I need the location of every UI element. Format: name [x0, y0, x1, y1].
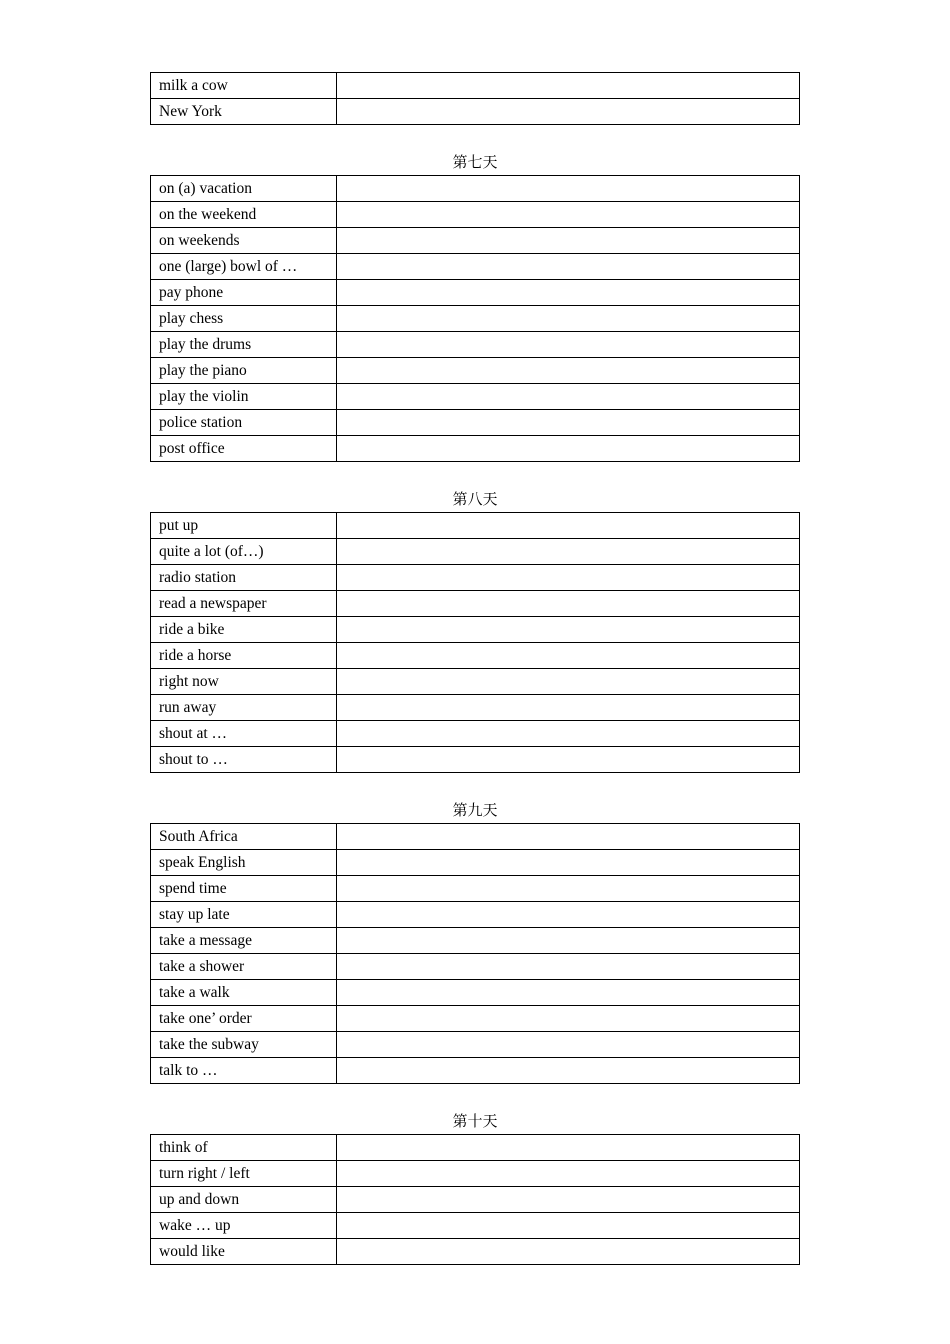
phrase-cell: take a message	[151, 928, 337, 954]
table-row	[151, 876, 800, 902]
answer-blank-cell[interactable]	[337, 695, 800, 721]
phrase-cell: shout to …	[151, 747, 337, 773]
answer-blank-cell[interactable]	[337, 1161, 800, 1187]
day-title: 第十天	[452, 1112, 498, 1130]
answer-blank-cell[interactable]	[337, 747, 800, 773]
phrase-cell: South Africa	[151, 824, 337, 850]
table-row	[151, 1239, 800, 1265]
vocab-table	[150, 823, 800, 1084]
answer-blank-cell[interactable]	[337, 254, 800, 280]
table-row	[151, 824, 800, 850]
phrase-cell: put up	[151, 513, 337, 539]
phrase-cell: shout at …	[151, 721, 337, 747]
answer-blank-cell[interactable]	[337, 306, 800, 332]
answer-blank-cell[interactable]	[337, 954, 800, 980]
table-row	[151, 695, 800, 721]
phrase-cell: radio station	[151, 565, 337, 591]
phrase-cell: milk a cow	[151, 73, 337, 99]
answer-blank-cell[interactable]	[337, 410, 800, 436]
answer-blank-cell[interactable]	[337, 280, 800, 306]
table-row	[151, 306, 800, 332]
table-row	[151, 254, 800, 280]
table-row	[151, 73, 800, 99]
table-row	[151, 280, 800, 306]
day-section	[150, 486, 800, 773]
answer-blank-cell[interactable]	[337, 332, 800, 358]
table-row	[151, 1213, 800, 1239]
day-title: 第七天	[452, 153, 498, 171]
day-section	[150, 149, 800, 462]
answer-blank-cell[interactable]	[337, 928, 800, 954]
phrase-cell: post office	[151, 436, 337, 462]
answer-blank-cell[interactable]	[337, 591, 800, 617]
answer-blank-cell[interactable]	[337, 980, 800, 1006]
phrase-cell: wake … up	[151, 1213, 337, 1239]
phrase-cell: quite a lot (of…)	[151, 539, 337, 565]
answer-blank-cell[interactable]	[337, 669, 800, 695]
table-row	[151, 747, 800, 773]
day-section	[150, 797, 800, 1084]
table-row	[151, 436, 800, 462]
phrase-cell: run away	[151, 695, 337, 721]
table-row	[151, 980, 800, 1006]
answer-blank-cell[interactable]	[337, 1006, 800, 1032]
table-row	[151, 332, 800, 358]
phrase-cell: speak English	[151, 850, 337, 876]
answer-blank-cell[interactable]	[337, 1187, 800, 1213]
answer-blank-cell[interactable]	[337, 617, 800, 643]
table-row	[151, 591, 800, 617]
table-row	[151, 928, 800, 954]
answer-blank-cell[interactable]	[337, 1032, 800, 1058]
answer-blank-cell[interactable]	[337, 228, 800, 254]
table-row	[151, 384, 800, 410]
phrase-cell: play the piano	[151, 358, 337, 384]
vocab-table	[150, 512, 800, 773]
answer-blank-cell[interactable]	[337, 565, 800, 591]
phrase-cell: up and down	[151, 1187, 337, 1213]
phrase-cell: play the drums	[151, 332, 337, 358]
table-row	[151, 721, 800, 747]
table-row	[151, 176, 800, 202]
answer-blank-cell[interactable]	[337, 1213, 800, 1239]
table-row	[151, 1006, 800, 1032]
answer-blank-cell[interactable]	[337, 539, 800, 565]
answer-blank-cell[interactable]	[337, 643, 800, 669]
phrase-cell: ride a bike	[151, 617, 337, 643]
phrase-cell: right now	[151, 669, 337, 695]
answer-blank-cell[interactable]	[337, 850, 800, 876]
vocabulary-worksheet	[150, 72, 800, 1265]
phrase-cell: play chess	[151, 306, 337, 332]
day-section	[150, 1108, 800, 1265]
answer-blank-cell[interactable]	[337, 202, 800, 228]
table-row	[151, 539, 800, 565]
phrase-cell: read a newspaper	[151, 591, 337, 617]
phrase-cell: on weekends	[151, 228, 337, 254]
answer-blank-cell[interactable]	[337, 99, 800, 125]
phrase-cell: take one’ order	[151, 1006, 337, 1032]
phrase-cell: would like	[151, 1239, 337, 1265]
phrase-cell: turn right / left	[151, 1161, 337, 1187]
day-title: 第九天	[452, 801, 498, 819]
table-row	[151, 1187, 800, 1213]
answer-blank-cell[interactable]	[337, 358, 800, 384]
answer-blank-cell[interactable]	[337, 176, 800, 202]
vocab-table	[150, 175, 800, 462]
answer-blank-cell[interactable]	[337, 876, 800, 902]
phrase-cell: take a shower	[151, 954, 337, 980]
table-row	[151, 228, 800, 254]
phrase-cell: stay up late	[151, 902, 337, 928]
phrase-cell: pay phone	[151, 280, 337, 306]
day-title: 第八天	[452, 490, 498, 508]
vocab-table	[150, 1134, 800, 1265]
phrase-cell: on the weekend	[151, 202, 337, 228]
table-row	[151, 902, 800, 928]
phrase-cell: New York	[151, 99, 337, 125]
table-row	[151, 617, 800, 643]
table-row	[151, 202, 800, 228]
answer-blank-cell[interactable]	[337, 384, 800, 410]
table-row	[151, 669, 800, 695]
phrase-cell: police station	[151, 410, 337, 436]
phrase-cell: on (a) vacation	[151, 176, 337, 202]
table-row	[151, 1058, 800, 1084]
answer-blank-cell[interactable]	[337, 513, 800, 539]
answer-blank-cell[interactable]	[337, 1135, 800, 1161]
phrase-cell: think of	[151, 1135, 337, 1161]
phrase-cell: ride a horse	[151, 643, 337, 669]
table-row	[151, 513, 800, 539]
answer-blank-cell[interactable]	[337, 902, 800, 928]
table-row	[151, 565, 800, 591]
table-row	[151, 410, 800, 436]
phrase-cell: one (large) bowl of …	[151, 254, 337, 280]
answer-blank-cell[interactable]	[337, 1239, 800, 1265]
answer-blank-cell[interactable]	[337, 721, 800, 747]
table-row	[151, 954, 800, 980]
vocab-table	[150, 72, 800, 125]
phrase-cell: take the subway	[151, 1032, 337, 1058]
table-row	[151, 1032, 800, 1058]
table-row	[151, 358, 800, 384]
answer-blank-cell[interactable]	[337, 73, 800, 99]
answer-blank-cell[interactable]	[337, 436, 800, 462]
phrase-cell: talk to …	[151, 1058, 337, 1084]
phrase-cell: take a walk	[151, 980, 337, 1006]
phrase-cell: spend time	[151, 876, 337, 902]
table-row	[151, 850, 800, 876]
answer-blank-cell[interactable]	[337, 824, 800, 850]
phrase-cell: play the violin	[151, 384, 337, 410]
table-row	[151, 643, 800, 669]
table-row	[151, 99, 800, 125]
table-row	[151, 1135, 800, 1161]
answer-blank-cell[interactable]	[337, 1058, 800, 1084]
table-row	[151, 1161, 800, 1187]
day-section	[150, 72, 800, 125]
